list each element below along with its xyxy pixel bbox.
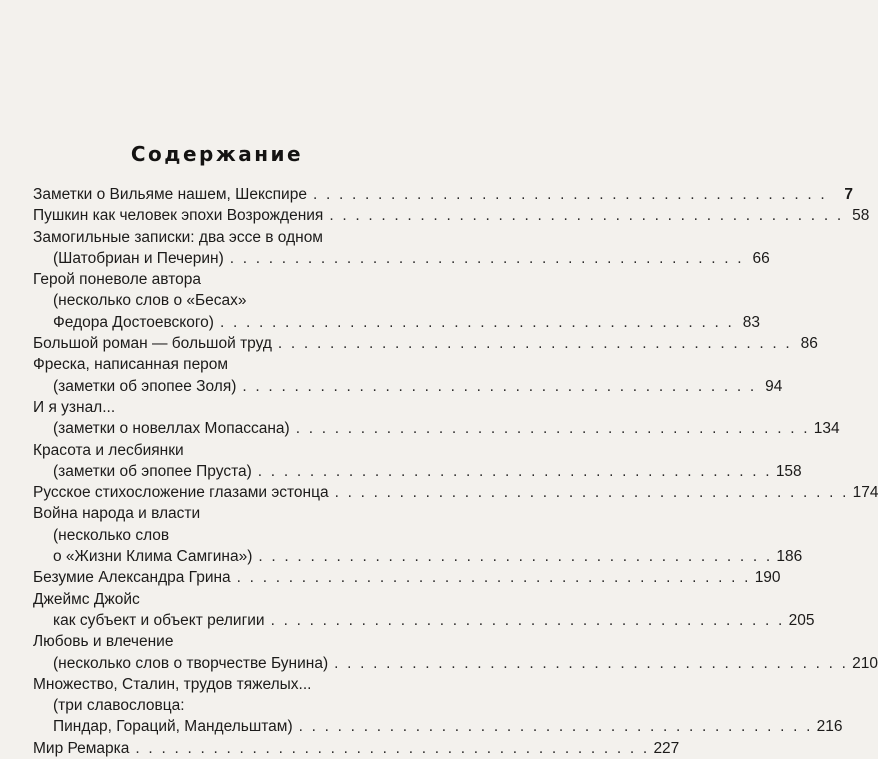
toc-leader-dots: . . . . . . . . . . . . . . . . . . . . . . . . . . . . . . . . . . . . . . . . bbox=[270, 611, 785, 629]
toc-page-number: 186 bbox=[776, 548, 803, 566]
toc-entry-title bbox=[33, 738, 680, 759]
toc-entry-subtitle bbox=[33, 695, 405, 716]
toc-entry-title bbox=[33, 397, 405, 418]
toc-page-number: 134 bbox=[813, 420, 840, 438]
toc-entry-text: (несколько слов bbox=[53, 526, 170, 544]
toc-entry bbox=[33, 503, 803, 567]
toc-page-number: 83 bbox=[742, 313, 760, 331]
toc-entry-text: Фреска, написанная пером bbox=[33, 356, 229, 374]
toc-entry-title bbox=[33, 567, 781, 588]
toc-entry bbox=[33, 589, 815, 632]
toc-page-number: 190 bbox=[754, 569, 781, 587]
toc-entry-text: (несколько слов о творчестве Бунина) bbox=[53, 654, 329, 672]
toc-entry bbox=[33, 482, 878, 503]
toc-entry-text: Джеймс Джойс bbox=[33, 590, 140, 608]
toc-leader-dots: . . . . . . . . . . . . . . . . . . . . . . . . . . . . . . . . . . . . . . . . bbox=[229, 249, 744, 267]
toc-leader-dots: . . . . . . . . . . . . . . . . . . . . . . . . . . . . . . . . . . . . . . . . bbox=[258, 548, 773, 566]
toc-leader-dots: . . . . . . . . . . . . . . . . . . . . . . . . . . . . . . . . . . . . . . . . bbox=[295, 420, 810, 438]
toc-entry-text: (несколько слов о «Бесах» bbox=[53, 292, 247, 310]
toc-entry bbox=[33, 674, 843, 738]
toc-entry-text: Безумие Александра Грина bbox=[33, 569, 231, 587]
toc-entry-subtitle bbox=[33, 376, 783, 397]
toc-entry-subtitle bbox=[33, 610, 815, 631]
toc-entry bbox=[33, 397, 840, 440]
toc-entry-text: (Шатобриан и Печерин) bbox=[53, 249, 224, 267]
toc-entry-text: (заметки о новеллах Мопассана) bbox=[53, 420, 290, 438]
toc-entry-title bbox=[33, 354, 405, 375]
toc-entry bbox=[33, 269, 760, 333]
toc-entry-subtitle bbox=[33, 290, 405, 311]
toc-entry-text: Мир Ремарка bbox=[33, 739, 130, 757]
toc-leader-dots: . . . . . . . . . . . . . . . . . . . . . . . . . . . . . . . . . . . . . . . . bbox=[298, 718, 813, 736]
toc-leader-dots: . . . . . . . . . . . . . . . . . . . . . . . . . . . . . . . . . . . . . . . . bbox=[219, 313, 734, 331]
toc-entry bbox=[33, 184, 853, 205]
toc-page-number: 158 bbox=[775, 462, 802, 480]
toc-page-number: 227 bbox=[653, 739, 680, 757]
toc-entry-text: Пушкин как человек эпохи Возрождения bbox=[33, 207, 324, 225]
toc-entry-title bbox=[33, 503, 405, 524]
toc-page-number: 86 bbox=[800, 335, 818, 353]
toc-entry-text: Любовь и влечение bbox=[33, 633, 174, 651]
toc-page-number: 66 bbox=[752, 249, 770, 267]
toc-entry-title bbox=[33, 269, 405, 290]
toc-leader-dots: . . . . . . . . . . . . . . . . . . . . . . . . . . . . . . . . . . . . . . . . bbox=[135, 739, 650, 757]
toc-entry bbox=[33, 205, 870, 226]
toc-entry-text: (заметки об эпопее Золя) bbox=[53, 377, 237, 395]
toc-entry-subtitle bbox=[33, 248, 770, 269]
toc-page-number: 7 bbox=[844, 186, 853, 203]
page-title: Содержание bbox=[130, 142, 304, 166]
toc-entry-text: Замогильные записки: два эссе в одном bbox=[33, 228, 323, 246]
toc-entry-title bbox=[33, 184, 853, 205]
toc-entry-text: (заметки об эпопее Пруста) bbox=[53, 462, 252, 480]
toc-entry bbox=[33, 738, 680, 759]
toc-entry-title bbox=[33, 440, 405, 461]
toc-entry-subtitle bbox=[33, 461, 802, 482]
toc-entry-subtitle bbox=[33, 525, 405, 546]
toc-entry-text: как субъект и объект религии bbox=[53, 611, 265, 629]
toc-entry bbox=[33, 354, 783, 397]
toc-leader-dots: . . . . . . . . . . . . . . . . . . . . . . . . . . . . . . . . . . . . . . . . bbox=[329, 207, 844, 225]
toc-entry-text: о «Жизни Клима Самгина») bbox=[53, 548, 253, 566]
toc-entry-text: Множество, Сталин, трудов тяжелых... bbox=[33, 675, 312, 693]
toc-page-number: 58 bbox=[852, 207, 870, 225]
toc-leader-dots: . . . . . . . . . . . . . . . . . . . . . . . . . . . . . . . . . . . . . . . . bbox=[242, 377, 757, 395]
toc-entry-subtitle bbox=[33, 653, 878, 674]
toc-entry bbox=[33, 567, 781, 588]
toc-entry bbox=[33, 440, 802, 483]
toc-entry bbox=[33, 631, 878, 674]
toc-entry-title bbox=[33, 482, 878, 503]
toc-entry-title bbox=[33, 631, 405, 652]
toc-entry-subtitle bbox=[33, 418, 840, 439]
toc-entry-text: Война народа и власти bbox=[33, 505, 201, 523]
toc-entry-subtitle bbox=[33, 312, 760, 333]
table-of-contents bbox=[33, 184, 878, 759]
toc-leader-dots: . . . . . . . . . . . . . . . . . . . . . . . . . . . . . . . . . . . . . . . . bbox=[257, 462, 772, 480]
toc-entry-title bbox=[33, 589, 405, 610]
toc-entry-title bbox=[33, 333, 818, 354]
toc-entry-text: Русское стихосложение глазами эстонца bbox=[33, 484, 329, 502]
toc-entry-text: И я узнал... bbox=[33, 398, 116, 416]
toc-entry-title bbox=[33, 674, 405, 695]
toc-page-number: 205 bbox=[788, 611, 815, 629]
toc-leader-dots: . . . . . . . . . . . . . . . . . . . . . . . . . . . . . . . . . . . . . . . . bbox=[312, 186, 827, 203]
toc-leader-dots: . . . . . . . . . . . . . . . . . . . . . . . . . . . . . . . . . . . . . . . . bbox=[236, 569, 751, 587]
toc-page-number: 210 bbox=[852, 654, 878, 672]
toc-leader-dots: . . . . . . . . . . . . . . . . . . . . . . . . . . . . . . . . . . . . . . . . bbox=[334, 654, 849, 672]
toc-page-number: 94 bbox=[765, 377, 783, 395]
toc-entry-title bbox=[33, 227, 405, 248]
toc-page-number: 174 bbox=[852, 484, 878, 502]
toc-entry-text: (три славословца: bbox=[53, 697, 185, 715]
toc-leader-dots: . . . . . . . . . . . . . . . . . . . . . . . . . . . . . . . . . . . . . . . . bbox=[277, 335, 792, 353]
toc-page-number: 216 bbox=[816, 718, 843, 736]
toc-entry-subtitle bbox=[33, 716, 843, 737]
toc-entry-text: Федора Достоевского) bbox=[53, 313, 214, 331]
toc-entry-text: Красота и лесбиянки bbox=[33, 441, 184, 459]
toc-entry-subtitle bbox=[33, 546, 803, 567]
toc-entry bbox=[33, 333, 818, 354]
toc-entry-text: Большой роман — большой труд bbox=[33, 335, 272, 353]
toc-leader-dots: . . . . . . . . . . . . . . . . . . . . . . . . . . . . . . . . . . . . . . . . bbox=[334, 484, 849, 502]
toc-entry-text: Заметки о Вильяме нашем, Шекспире bbox=[33, 186, 307, 203]
toc-entry-title bbox=[33, 205, 870, 226]
toc-entry-text: Пиндар, Гораций, Мандельштам) bbox=[53, 718, 293, 736]
toc-entry-text: Герой поневоле автора bbox=[33, 271, 201, 289]
toc-entry bbox=[33, 227, 770, 270]
